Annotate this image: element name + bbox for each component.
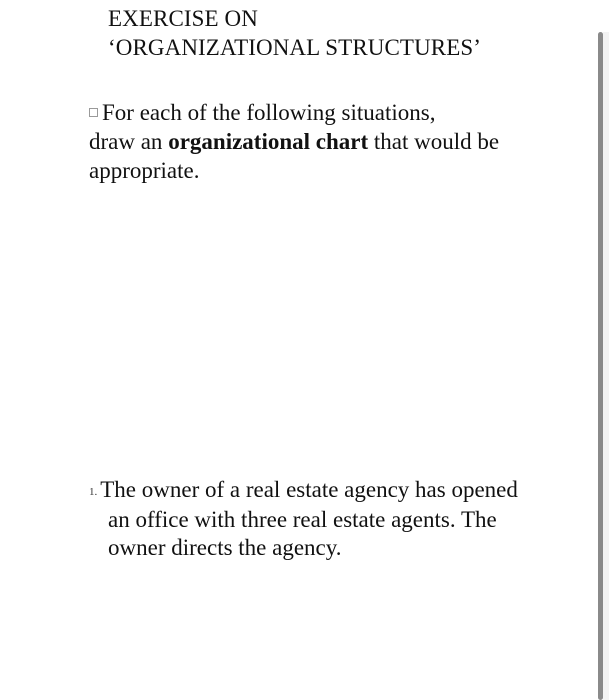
- bullet-square-icon: [89, 108, 98, 117]
- title-line-1: EXERCISE ON: [108, 6, 258, 31]
- question-1: [89, 476, 569, 562]
- question-1-line-2: an office with three real estate agents. The: [108, 507, 497, 532]
- instructions-line-3: appropriate.: [89, 158, 200, 183]
- emphasis-organizational-chart: organizational chart: [168, 129, 369, 154]
- question-number: 1.: [89, 486, 98, 498]
- question-1-line-3: owner directs the agency.: [108, 535, 342, 560]
- scrollbar-track: [603, 32, 609, 700]
- instructions-line-1: For each of the following situations,: [89, 98, 549, 127]
- instructions-line-2: draw an organizational chart that would be: [89, 129, 500, 154]
- question-1-line-1: 1. The owner of a real estate agency has opened: [89, 477, 518, 502]
- scrollbar-thumb[interactable]: [598, 32, 603, 700]
- instructions: [89, 98, 549, 185]
- title-line-2: ‘ORGANIZATIONAL STRUCTURES’: [108, 35, 482, 60]
- exercise-title: [108, 4, 481, 62]
